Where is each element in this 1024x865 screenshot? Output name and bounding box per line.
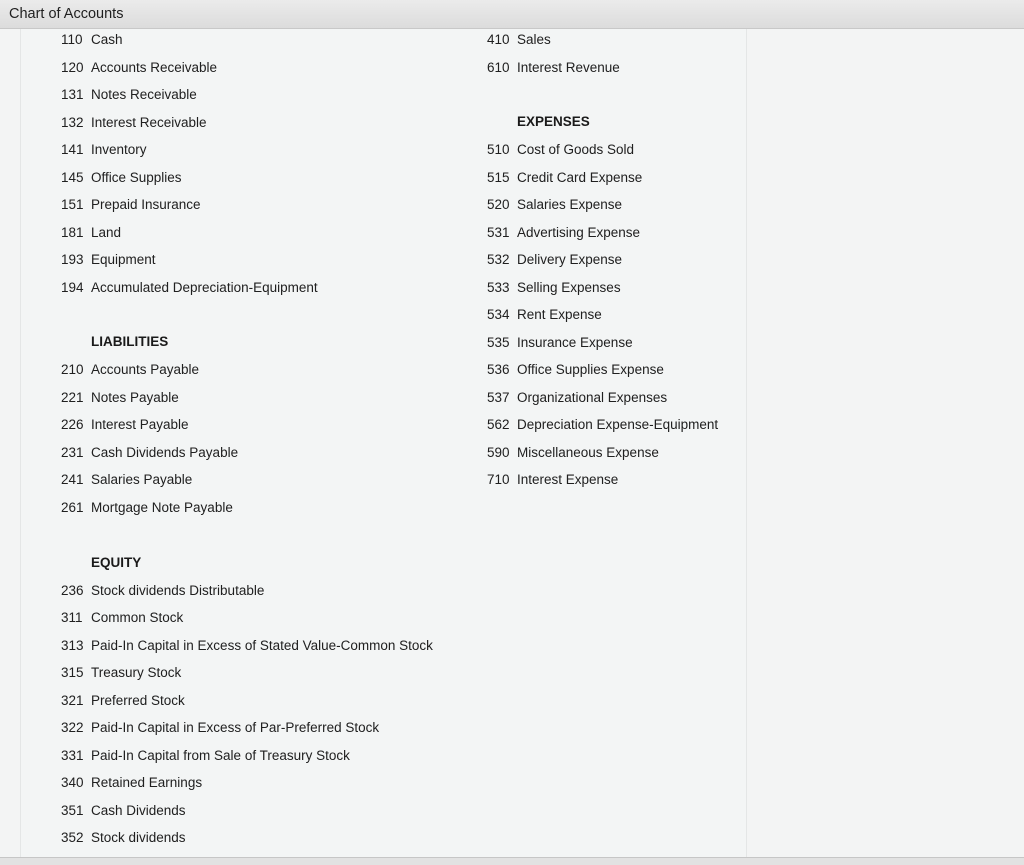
account-name: Prepaid Insurance [91, 197, 201, 212]
account-number: 315 [61, 665, 84, 680]
account-name: Accounts Receivable [91, 59, 218, 75]
account-row [487, 140, 634, 160]
account-row [61, 388, 179, 408]
account-number: 510 [487, 142, 510, 157]
account-name: Interest Expense [517, 472, 619, 487]
account-row [61, 58, 217, 78]
account-number: 532 [487, 252, 510, 267]
account-row [61, 608, 183, 628]
account-name: Office Supplies [91, 169, 182, 185]
account-name: Inventory [91, 142, 147, 157]
account-row [61, 195, 201, 215]
account-number: 331 [61, 747, 84, 763]
account-name: Paid-In Capital in Excess of Stated Value-Common Stock [91, 637, 433, 653]
account-name: Sales [517, 32, 551, 47]
account-row [61, 801, 186, 821]
account-number: 236 [61, 582, 84, 598]
account-name: Insurance Expense [517, 334, 633, 350]
account-number: 352 [61, 830, 84, 845]
account-name: Stock dividends [91, 830, 186, 845]
title-bar[interactable] [0, 0, 1024, 29]
account-number: 515 [487, 169, 510, 185]
account-row [61, 498, 233, 518]
account-row [487, 305, 602, 325]
account-name: Rent Expense [517, 307, 602, 322]
account-row [487, 168, 642, 188]
account-number: 520 [487, 197, 510, 212]
account-name: Treasury Stock [91, 665, 182, 680]
account-row [487, 223, 640, 243]
account-number: 226 [61, 417, 84, 432]
account-number: 131 [61, 87, 84, 102]
account-row [487, 30, 551, 50]
account-name: Miscellaneous Expense [517, 444, 659, 460]
account-name: Organizational Expenses [517, 389, 668, 405]
account-row [61, 718, 379, 738]
account-row [61, 636, 433, 656]
account-row [61, 691, 185, 711]
account-name: Notes Payable [91, 389, 179, 405]
account-row [487, 250, 622, 270]
account-name: Retained Earnings [91, 775, 203, 790]
account-row [61, 250, 156, 270]
account-number: 351 [61, 802, 84, 818]
account-name: Equipment [91, 252, 156, 267]
account-name: Advertising Expense [517, 224, 641, 240]
window-bottom-edge [0, 857, 1024, 865]
account-name: Interest Revenue [517, 59, 620, 75]
account-row [61, 113, 207, 133]
account-name: Salaries Payable [91, 472, 193, 487]
account-number: 141 [61, 142, 84, 157]
account-name: Selling Expenses [517, 279, 621, 295]
account-number: 181 [61, 224, 84, 240]
account-number: 610 [487, 59, 510, 75]
accounts-panel [20, 29, 747, 857]
account-name: Land [91, 224, 122, 240]
account-name: Salaries Expense [517, 197, 623, 212]
account-row [61, 140, 147, 160]
account-number: 151 [61, 197, 84, 212]
account-name: Depreciation Expense-Equipment [517, 417, 719, 432]
account-row [61, 581, 264, 601]
account-number: 531 [487, 224, 510, 240]
account-row [61, 663, 181, 683]
account-row [487, 443, 659, 463]
equity-heading: EQUITY [91, 555, 142, 570]
account-row [61, 415, 189, 435]
account-row [487, 388, 667, 408]
account-number: 231 [61, 444, 84, 460]
account-name: Delivery Expense [517, 252, 623, 267]
account-row [487, 333, 633, 353]
account-name: Common Stock [91, 610, 184, 625]
account-name: Mortgage Note Payable [91, 499, 233, 515]
account-name: Paid-In Capital from Sale of Treasury Stock [91, 747, 350, 763]
account-number: 710 [487, 472, 510, 487]
account-number: 562 [487, 417, 510, 432]
account-name: Stock dividends Distributable [91, 582, 265, 598]
account-row [61, 85, 197, 105]
window-title: Chart of Accounts [9, 6, 124, 22]
account-row [61, 30, 123, 50]
account-number: 313 [61, 637, 84, 653]
liabilities-heading: LIABILITIES [91, 334, 169, 349]
account-name: Cost of Goods Sold [517, 142, 635, 157]
account-name: Cash Dividends Payable [91, 444, 239, 460]
account-number: 321 [61, 692, 84, 708]
account-name: Preferred Stock [91, 692, 185, 708]
account-number: 535 [487, 334, 510, 350]
account-number: 311 [61, 610, 83, 625]
account-number: 145 [61, 169, 84, 185]
account-number: 110 [61, 32, 83, 47]
account-name: Notes Receivable [91, 87, 197, 102]
account-row [487, 470, 618, 490]
account-number: 534 [487, 307, 510, 322]
account-row [61, 223, 121, 243]
account-number: 193 [61, 252, 84, 267]
account-number: 261 [61, 499, 84, 515]
expenses-heading: EXPENSES [517, 114, 590, 129]
account-row [61, 278, 318, 298]
account-number: 536 [487, 362, 510, 377]
account-row [487, 360, 664, 380]
account-name: Accounts Payable [91, 362, 200, 377]
account-number: 132 [61, 114, 84, 130]
account-row [61, 746, 350, 766]
account-name: Cash [91, 32, 123, 47]
account-row [61, 773, 202, 793]
account-number: 537 [487, 389, 510, 405]
account-number: 221 [61, 389, 84, 405]
account-row [487, 415, 718, 435]
account-name: Paid-In Capital in Excess of Par-Preferred Stock [91, 720, 380, 735]
account-number: 590 [487, 444, 510, 460]
account-row [487, 195, 622, 215]
account-name: Cash Dividends [91, 802, 186, 818]
account-number: 210 [61, 362, 84, 377]
account-row [487, 278, 621, 298]
account-row [61, 828, 186, 848]
account-number: 241 [61, 472, 84, 487]
account-row [61, 443, 238, 463]
account-number: 410 [487, 32, 510, 47]
account-number: 533 [487, 279, 510, 295]
account-name: Interest Payable [91, 417, 189, 432]
account-number: 120 [61, 59, 84, 75]
account-number: 340 [61, 775, 84, 790]
account-number: 322 [61, 720, 84, 735]
account-name: Interest Receivable [91, 114, 207, 130]
account-row [487, 58, 620, 78]
account-name: Credit Card Expense [517, 169, 643, 185]
account-row [61, 168, 182, 188]
account-name: Office Supplies Expense [517, 362, 664, 377]
account-row [61, 360, 199, 380]
account-row [61, 470, 192, 490]
account-number: 194 [61, 279, 84, 295]
account-name: Accumulated Depreciation-Equipment [91, 279, 318, 295]
